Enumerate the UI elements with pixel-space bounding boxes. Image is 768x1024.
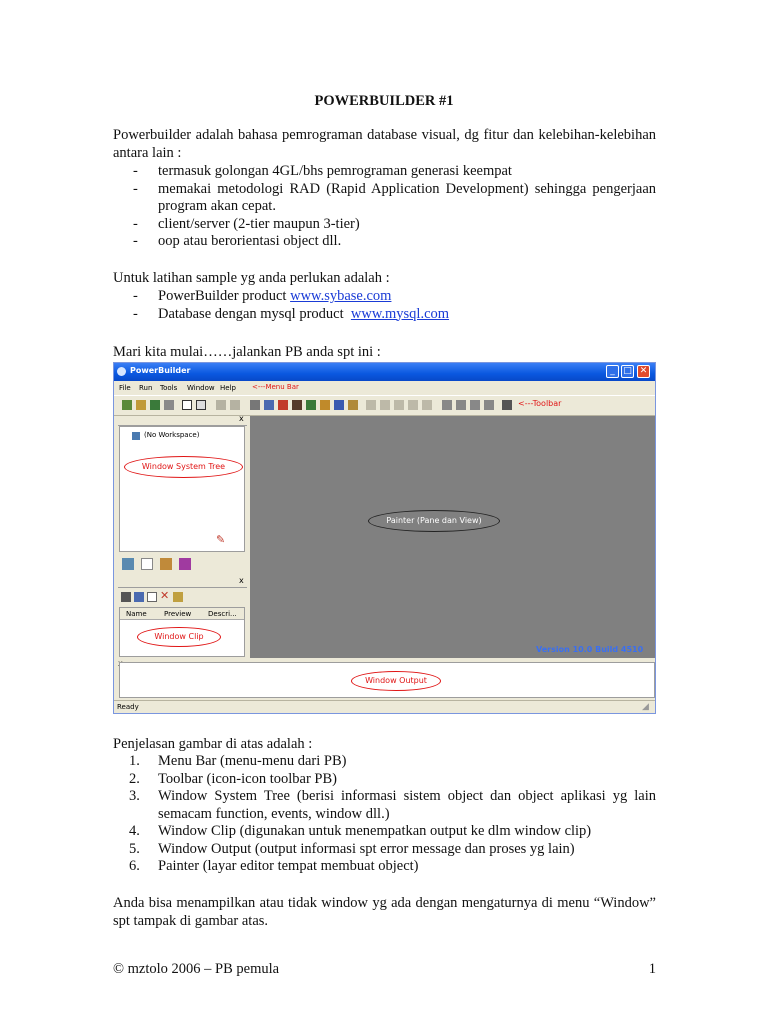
explain-intro: Penjelasan gambar di atas adalah : — [113, 736, 313, 752]
tool-icon[interactable] — [470, 400, 480, 410]
close-button[interactable]: ✕ — [637, 365, 650, 378]
tool-icon[interactable] — [380, 400, 390, 410]
run-icon[interactable] — [164, 400, 174, 410]
list-item: - PowerBuilder product www.sybase.com — [133, 288, 392, 304]
inherit-icon[interactable] — [136, 400, 146, 410]
clip-header-row — [120, 608, 244, 620]
output-panel — [119, 662, 655, 698]
list-item: - oop atau berorientasi object dll. — [133, 233, 342, 249]
window-title: PowerBuilder — [130, 366, 191, 375]
mysql-link[interactable]: www.mysql.com — [350, 305, 450, 322]
tool-icon[interactable] — [230, 400, 240, 410]
window-icon[interactable] — [182, 400, 192, 410]
powerbuilder-screenshot — [113, 362, 656, 714]
list-item: - Database dengan mysql product www.mysql.com — [133, 305, 450, 322]
clip-tool-icon[interactable] — [147, 592, 157, 602]
delete-icon[interactable]: ✕ — [160, 589, 170, 602]
close-icon[interactable]: x — [239, 414, 244, 423]
list-item: - memakai metodologi RAD (Rapid Application Development) sehingga pengerjaan program akan cepat. — [133, 180, 656, 214]
menu-window[interactable]: Window — [187, 384, 215, 392]
list-item: 4. Window Clip (digunakan untuk menempatkan output ke dlm window clip) — [129, 823, 592, 839]
list-item: 1. Menu Bar (menu-menu dari PB) — [129, 753, 347, 769]
tab-clip-icon[interactable] — [160, 558, 172, 570]
tool-icon[interactable] — [442, 400, 452, 410]
document-title: POWERBUILDER #1 — [314, 93, 454, 109]
status-bar — [114, 700, 655, 714]
page-number: 1 — [648, 961, 656, 977]
painter-area[interactable] — [250, 416, 655, 658]
tab-tree-icon[interactable] — [122, 558, 134, 570]
intro-paragraph: Powerbuilder adalah bahasa pemrograman database visual, dg fitur dan kelebihan-kelebihan antara lain : — [113, 127, 656, 161]
tool-icon[interactable] — [394, 400, 404, 410]
app-icon — [117, 367, 126, 376]
menu-help[interactable]: Help — [220, 384, 236, 392]
tool-icon[interactable] — [348, 400, 358, 410]
clip-pane-header — [118, 578, 247, 588]
tool-icon[interactable] — [334, 400, 344, 410]
cursor-icon: ✎ — [216, 533, 226, 546]
footer-copyright: © mztolo 2006 – PB pemula — [113, 961, 280, 977]
tree-label: Window System Tree — [141, 462, 226, 471]
tool-icon[interactable] — [320, 400, 330, 410]
workspace-icon — [132, 432, 140, 440]
tree-item[interactable]: (No Workspace) — [144, 431, 200, 439]
tool-icon[interactable] — [484, 400, 494, 410]
version-label: Version 10.0 Build 4510 — [536, 645, 644, 654]
closing-paragraph: Anda bisa menampilkan atau tidak window yg ada dengan mengaturnya di menu “Window” spt tampak di gambar atas. — [113, 895, 656, 929]
list-item: - termasuk golongan 4GL/bhs pemrograman generasi keempat — [133, 163, 512, 179]
system-tree-panel — [119, 426, 245, 552]
features-list — [113, 163, 656, 251]
menu-bar — [114, 382, 655, 394]
clip-label: Window Clip — [154, 632, 204, 641]
menu-bar-annotation: <---Menu Bar — [252, 383, 299, 391]
menu-file[interactable]: File — [119, 384, 131, 392]
painter-label: Painter (Pane dan View) — [386, 516, 482, 525]
list-item: - client/server (2-tier maupun 3-tier) — [133, 215, 360, 232]
open-icon[interactable] — [150, 400, 160, 410]
clip-column-description[interactable]: Descri... — [208, 610, 237, 618]
close-icon[interactable]: x — [239, 576, 244, 585]
clip-tool-icon[interactable] — [134, 592, 144, 602]
sybase-link[interactable]: www.sybase.com — [290, 288, 392, 304]
tool-icon[interactable] — [292, 400, 302, 410]
needs-intro: Untuk latihan sample yg anda perlukan adalah : — [113, 270, 390, 286]
clip-toolbar — [119, 589, 245, 605]
tool-icon[interactable] — [422, 400, 432, 410]
tab-object-icon[interactable] — [179, 558, 191, 570]
toolbar — [114, 395, 655, 416]
needs-list — [113, 288, 656, 323]
tool-icon[interactable] — [278, 400, 288, 410]
tab-page-icon[interactable] — [141, 558, 153, 570]
status-text: Ready — [117, 703, 139, 711]
toolbar-annotation: <---Toolbar — [518, 399, 562, 408]
explanation-list — [113, 753, 656, 876]
clip-tool-icon[interactable] — [121, 592, 131, 602]
list-item: 2. Toolbar (icon-icon toolbar PB) — [129, 770, 337, 787]
list-item: 6. Painter (layar editor tempat membuat object) — [129, 858, 419, 874]
tool-icon[interactable] — [264, 400, 274, 410]
tool-icon[interactable] — [366, 400, 376, 410]
tree-tabs — [119, 554, 245, 574]
menu-run[interactable]: Run — [139, 384, 153, 392]
layout-icon[interactable] — [196, 400, 206, 410]
clip-column-name[interactable]: Name — [126, 610, 147, 618]
clip-panel — [119, 607, 245, 657]
clip-tool-icon[interactable] — [173, 592, 183, 602]
tree-pane-header — [118, 416, 247, 426]
resize-grip-icon[interactable]: ◢ — [642, 702, 649, 712]
window-titlebar — [114, 363, 655, 381]
tool-icon[interactable] — [250, 400, 260, 410]
clip-column-preview[interactable]: Preview — [164, 610, 192, 618]
new-icon[interactable] — [122, 400, 132, 410]
output-label: Window Output — [365, 676, 427, 685]
maximize-button[interactable]: □ — [621, 365, 634, 378]
tool-icon[interactable] — [306, 400, 316, 410]
tool-icon[interactable] — [216, 400, 226, 410]
tool-icon[interactable] — [408, 400, 418, 410]
minimize-button[interactable]: _ — [606, 365, 619, 378]
tool-icon[interactable] — [456, 400, 466, 410]
exit-icon[interactable] — [502, 400, 512, 410]
start-text: Mari kita mulai……jalankan PB anda spt ini : — [113, 344, 381, 360]
list-item: 3. Window System Tree (berisi informasi sistem object dan object aplikasi yg lain semacam function, events, window dll.) — [129, 788, 656, 822]
menu-tools[interactable]: Tools — [160, 384, 178, 392]
list-item: 5. Window Output (output informasi spt error message dan proses yg lain) — [129, 840, 575, 857]
